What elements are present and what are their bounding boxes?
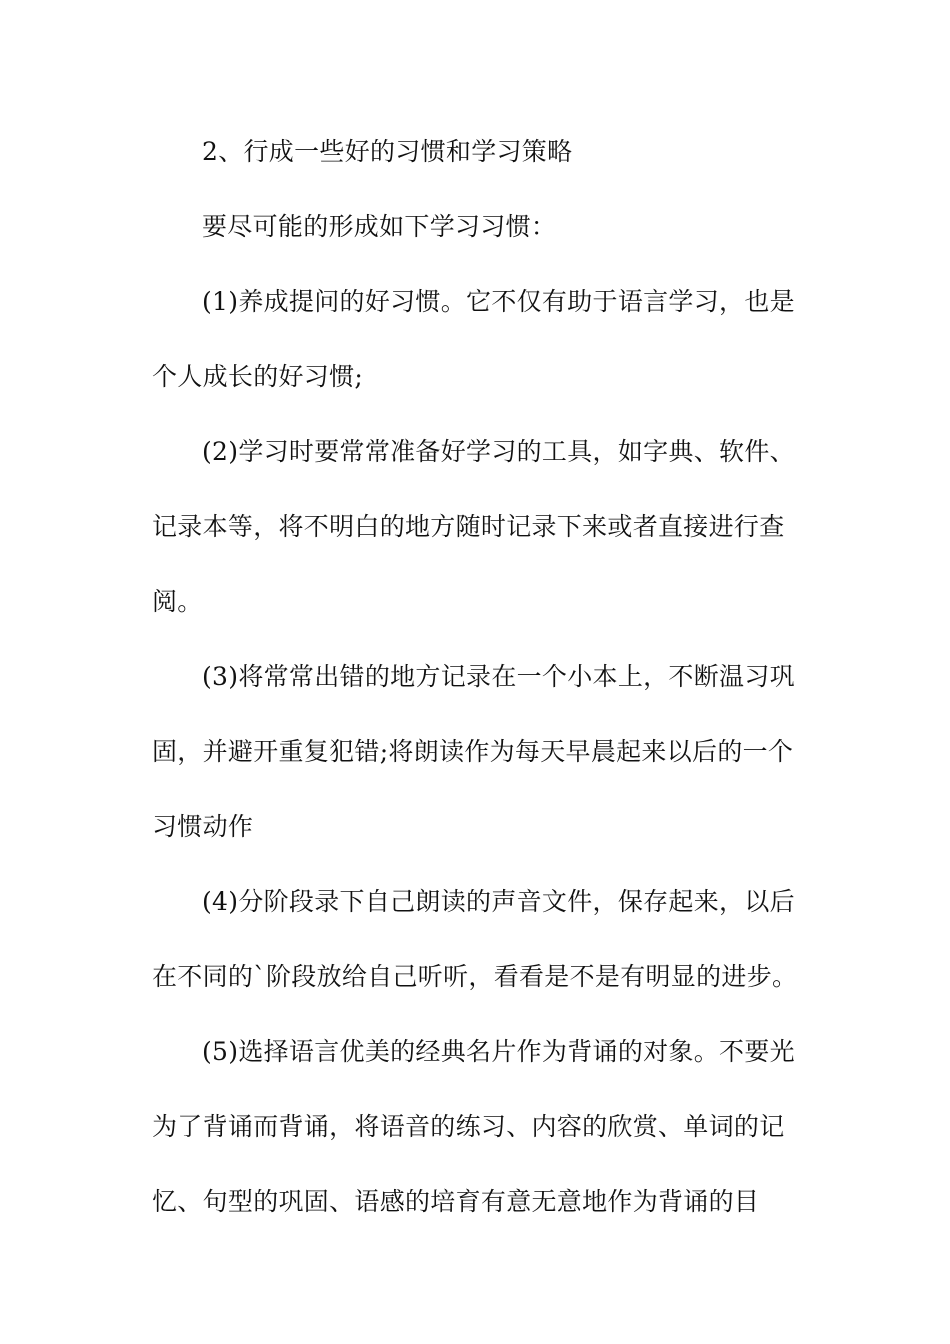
paragraph-line: (5)选择语言优美的经典名片作为背诵的对象。不要光 [202, 1037, 795, 1066]
paragraph-line: (3)将常常出错的地方记录在一个小本上，不断温习巩 [202, 662, 795, 691]
paragraph-line: 个人成长的好习惯; [152, 362, 364, 391]
paragraph-line: (2)学习时要常常准备好学习的工具，如字典、软件、 [202, 437, 795, 466]
paragraph-line: 在不同的`阶段放给自己听听，看看是不是有明显的进步。 [152, 962, 798, 991]
paragraph-line: 要尽可能的形成如下学习习惯： [202, 212, 557, 241]
paragraph-line: (1)养成提问的好习惯。它不仅有助于语言学习，也是 [202, 287, 795, 316]
paragraph-line: 为了背诵而背诵，将语音的练习、内容的欣赏、单词的记 [152, 1112, 785, 1141]
paragraph-line: 忆、句型的巩固、语感的培育有意无意地作为背诵的目 [152, 1187, 760, 1216]
paragraph-line: 习惯动作 [152, 812, 254, 841]
paragraph-line: 固，并避开重复犯错;将朗读作为每天早晨起来以后的一个 [152, 737, 794, 766]
paragraph-line: 记录本等，将不明白的地方随时记录下来或者直接进行查 [152, 512, 785, 541]
paragraph-line: 阅。 [152, 587, 203, 616]
paragraph-line: (4)分阶段录下自己朗读的声音文件，保存起来，以后 [202, 887, 795, 916]
section-heading: 2、行成一些好的习惯和学习策略 [202, 137, 573, 166]
